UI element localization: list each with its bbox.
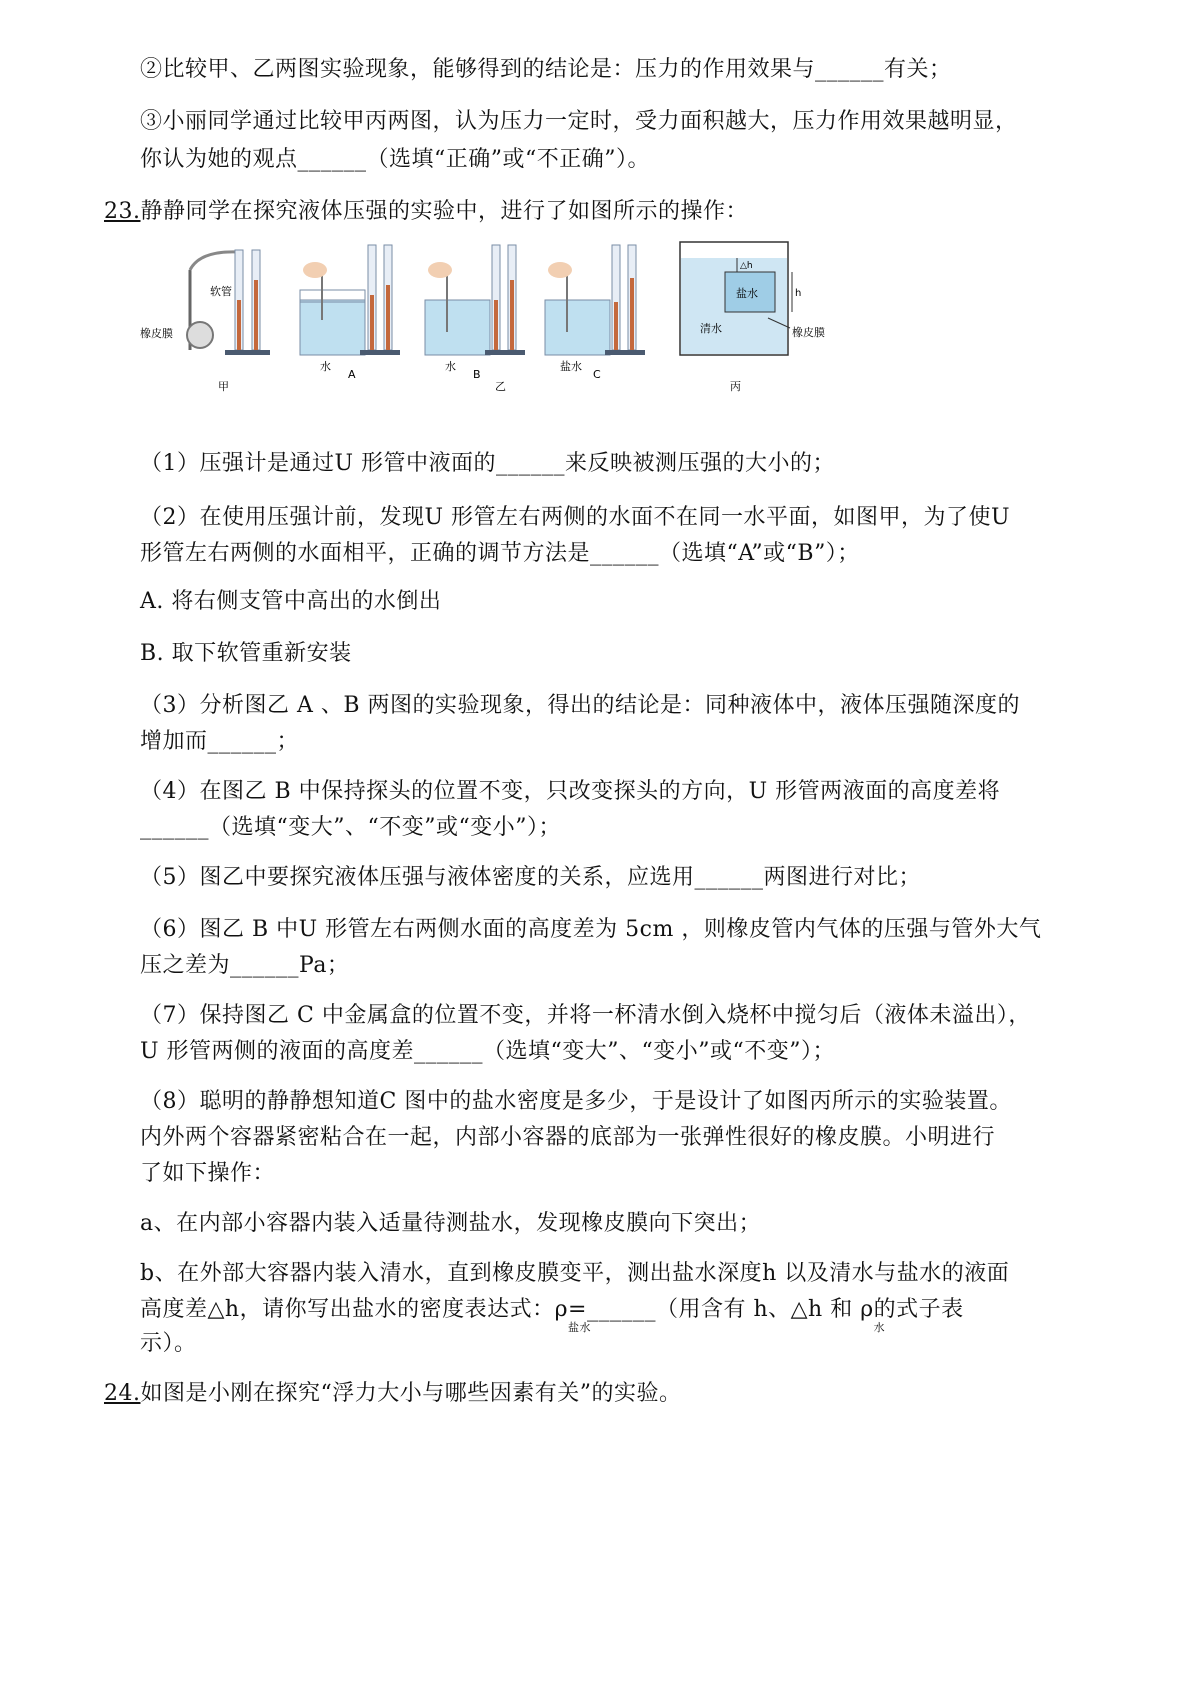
text-line: （8）聪明的静静想知道C 图中的盐水密度是多少，于是设计了如图丙所示的实验装置。 bbox=[140, 1089, 1012, 1114]
figure-bing bbox=[680, 242, 825, 393]
text-line: 形管左右两侧的水面相平，正确的调节方法是______（选填“A”或“B”）； bbox=[140, 541, 860, 566]
text-line: 示）。 bbox=[140, 1331, 197, 1356]
label-clear-water: 清水 bbox=[700, 322, 722, 335]
label-b: B bbox=[473, 368, 481, 381]
text-line: a、在内部小容器内装入适量待测盐水，发现橡皮膜向下突出； bbox=[140, 1211, 762, 1236]
label-hose: 软管 bbox=[210, 285, 232, 298]
label-rubber-film: 橡皮膜 bbox=[140, 327, 173, 340]
text-line: 压之差为______Pa； bbox=[140, 953, 350, 978]
label-water-a: 水 bbox=[320, 360, 331, 373]
text-line: 增加而______； bbox=[140, 729, 300, 754]
text-line: （6）图乙 B 中U 形管左右两侧水面的高度差为 5cm ，则橡皮管内气体的压强与管外大气 bbox=[140, 917, 1042, 942]
label-jia: 甲 bbox=[218, 380, 229, 393]
label-brine: 盐水 bbox=[736, 287, 758, 300]
text-line: 了如下操作： bbox=[140, 1161, 276, 1186]
figure-a bbox=[300, 245, 400, 381]
text-line: ③小丽同学通过比较甲丙两图，认为压力一定时，受力面积越大，压力作用效果越明显， bbox=[140, 109, 1018, 134]
text-line: 你认为她的观点______（选填“正确”或“不正确”）。 bbox=[140, 147, 650, 172]
text-line: 内外两个容器紧密粘合在一起，内部小容器的底部为一张弹性很好的橡皮膜。小明进行 bbox=[140, 1125, 996, 1150]
text-line: （3）分析图乙 A 、B 两图的实验现象，得出的结论是：同种液体中，液体压强随深度的 bbox=[140, 693, 1021, 718]
label-water-b: 水 bbox=[445, 360, 456, 373]
formula-line bbox=[140, 1292, 964, 1334]
question-24 bbox=[104, 1376, 682, 1407]
text-line: U 形管两侧的液面的高度差______（选填“变大”、“变小”或“不变”）； bbox=[140, 1039, 836, 1064]
question-number: 23. bbox=[104, 199, 141, 224]
text-line: b、在外部大容器内装入清水，直到橡皮膜变平，测出盐水深度h 以及清水与盐水的液面 bbox=[140, 1261, 1010, 1286]
formula-mid: =______（用含有 h、△h 和 ρ bbox=[568, 1297, 874, 1322]
label-brine-c: 盐水 bbox=[560, 360, 582, 373]
experiment-figure bbox=[140, 240, 900, 420]
question-text: 静静同学在探究液体压强的实验中，进行了如图所示的操作： bbox=[140, 199, 749, 224]
question-23 bbox=[104, 194, 748, 225]
label-a: A bbox=[348, 368, 356, 381]
label-yi: 乙 bbox=[495, 380, 506, 393]
formula-post: 的式子表 bbox=[873, 1297, 964, 1322]
label-dh: △h bbox=[740, 261, 753, 271]
label-rubber-film-2: 橡皮膜 bbox=[792, 326, 825, 339]
subscript-brine: 盐水 bbox=[568, 1321, 592, 1334]
formula-pre: 高度差△h，请你写出盐水的密度表达式：ρ bbox=[140, 1297, 569, 1322]
text-line: （7）保持图乙 C 中金属盒的位置不变，并将一杯清水倒入烧杯中搅匀后（液体未溢出）， bbox=[140, 1003, 1031, 1028]
text-line: （4）在图乙 B 中保持探头的位置不变，只改变探头的方向，U 形管两液面的高度差将 bbox=[140, 779, 1001, 804]
text-line: （2）在使用压强计前，发现U 形管左右两侧的水面不在同一水平面，如图甲，为了使U bbox=[140, 505, 1011, 530]
text-line: A. 将右侧支管中高出的水倒出 bbox=[140, 589, 442, 614]
text-line: （5）图乙中要探究液体压强与液体密度的关系，应选用______两图进行对比； bbox=[140, 865, 921, 890]
text-line: （1）压强计是通过U 形管中液面的______来反映被测压强的大小的； bbox=[140, 451, 836, 476]
text-line: B. 取下软管重新安装 bbox=[140, 641, 352, 666]
question-number: 24. bbox=[104, 1381, 141, 1406]
figure-b bbox=[425, 245, 525, 393]
question-text: 如图是小刚在探究“浮力大小与哪些因素有关”的实验。 bbox=[140, 1381, 682, 1406]
text-line: ②比较甲、乙两图实验现象，能够得到的结论是：压力的作用效果与______有关； bbox=[140, 57, 952, 82]
text-line: ______（选填“变大”、“不变”或“变小”）； bbox=[140, 815, 561, 840]
figure-c bbox=[545, 245, 645, 381]
label-bing: 丙 bbox=[730, 380, 741, 393]
figure-jia bbox=[140, 250, 270, 393]
subscript-water: 水 bbox=[873, 1321, 886, 1334]
label-c: C bbox=[593, 368, 601, 381]
label-h: h bbox=[795, 288, 802, 299]
